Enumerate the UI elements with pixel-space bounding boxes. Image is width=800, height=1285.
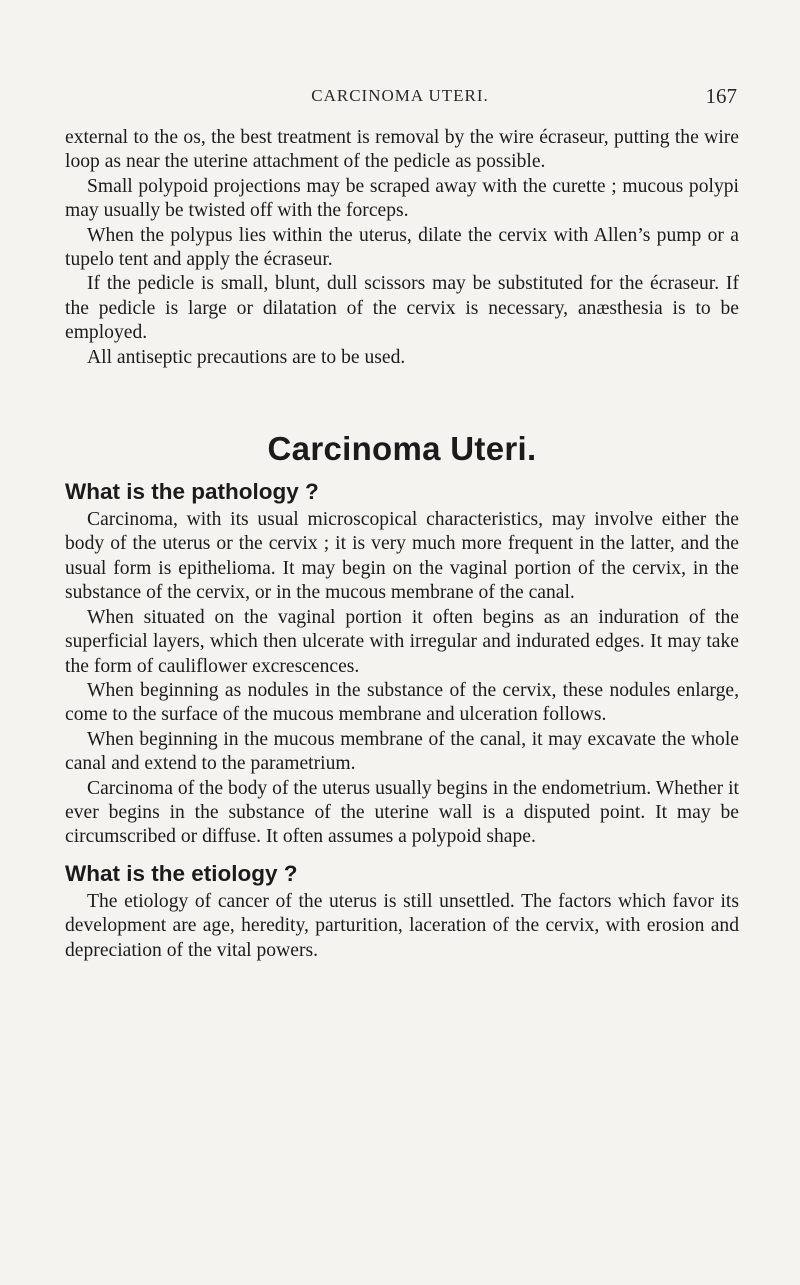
page-number: 167 xyxy=(705,84,737,108)
running-title: CARCINOMA UTERI. xyxy=(311,86,489,105)
paragraph: When beginning as nodules in the substance of the cervix, these nodules enlarge, come to the surface of the mucous membrane and ulceration follows. xyxy=(65,679,739,726)
paragraph: Carcinoma, with its usual microscopical characteristics, may involve either the body of the uterus or the cervix ; it is very much more frequent in the latter, and the usual form is epithelioma. It may begin on the vaginal portion of the cervix, in the substance of the cervix, or in the mucous membrane of the canal. xyxy=(65,509,739,604)
section-title: Carcinoma Uteri. xyxy=(267,430,537,468)
paragraph: If the pedicle is small, blunt, dull scissors may be substituted for the écraseur. If the pedicle is large or dilatation of the cervix is necessary, anæsthesia is to be employed. xyxy=(65,273,739,344)
paragraph: The etiology of cancer of the uterus is still unsettled. The factors which favor its development are age, heredity, parturition, laceration of the cervix, with erosion and depreciation of the vital powers. xyxy=(65,890,739,961)
pathology-question: What is the pathology ? xyxy=(65,479,319,505)
running-head xyxy=(0,84,800,108)
paragraph: external to the os, the best treatment is removal by the wire écraseur, putting the wire loop as near the uterine attachment of the pedicle as possible. xyxy=(65,127,739,173)
etiology-question: What is the etiology ? xyxy=(65,860,298,886)
paragraph: When situated on the vaginal portion it often begins as an induration of the superficial layers, which then ulcerate with irregular and indurated edges. It may take the form of cauliflower excrescences. xyxy=(65,606,739,677)
paragraph: Small polypoid projections may be scraped away with the curette ; mucous polypi may usually be twisted off with the forceps. xyxy=(65,175,739,222)
paragraph: When the polypus lies within the uterus, dilate the cervix with Allen’s pump or a tupelo tent and apply the écraseur. xyxy=(65,224,739,271)
paragraph: All antiseptic precautions are to be used. xyxy=(87,346,406,368)
paragraph: Carcinoma of the body of the uterus usually begins in the endometrium. Whether it ever begins in the substance of the uterine wall is a disputed point. It may be circumscribed or diffuse. It often assumes a polypoid shape. xyxy=(65,777,739,848)
body-text xyxy=(65,126,739,963)
paragraph: When beginning in the mucous membrane of the canal, it may excavate the whole canal and extend to the parametrium. xyxy=(65,728,739,775)
